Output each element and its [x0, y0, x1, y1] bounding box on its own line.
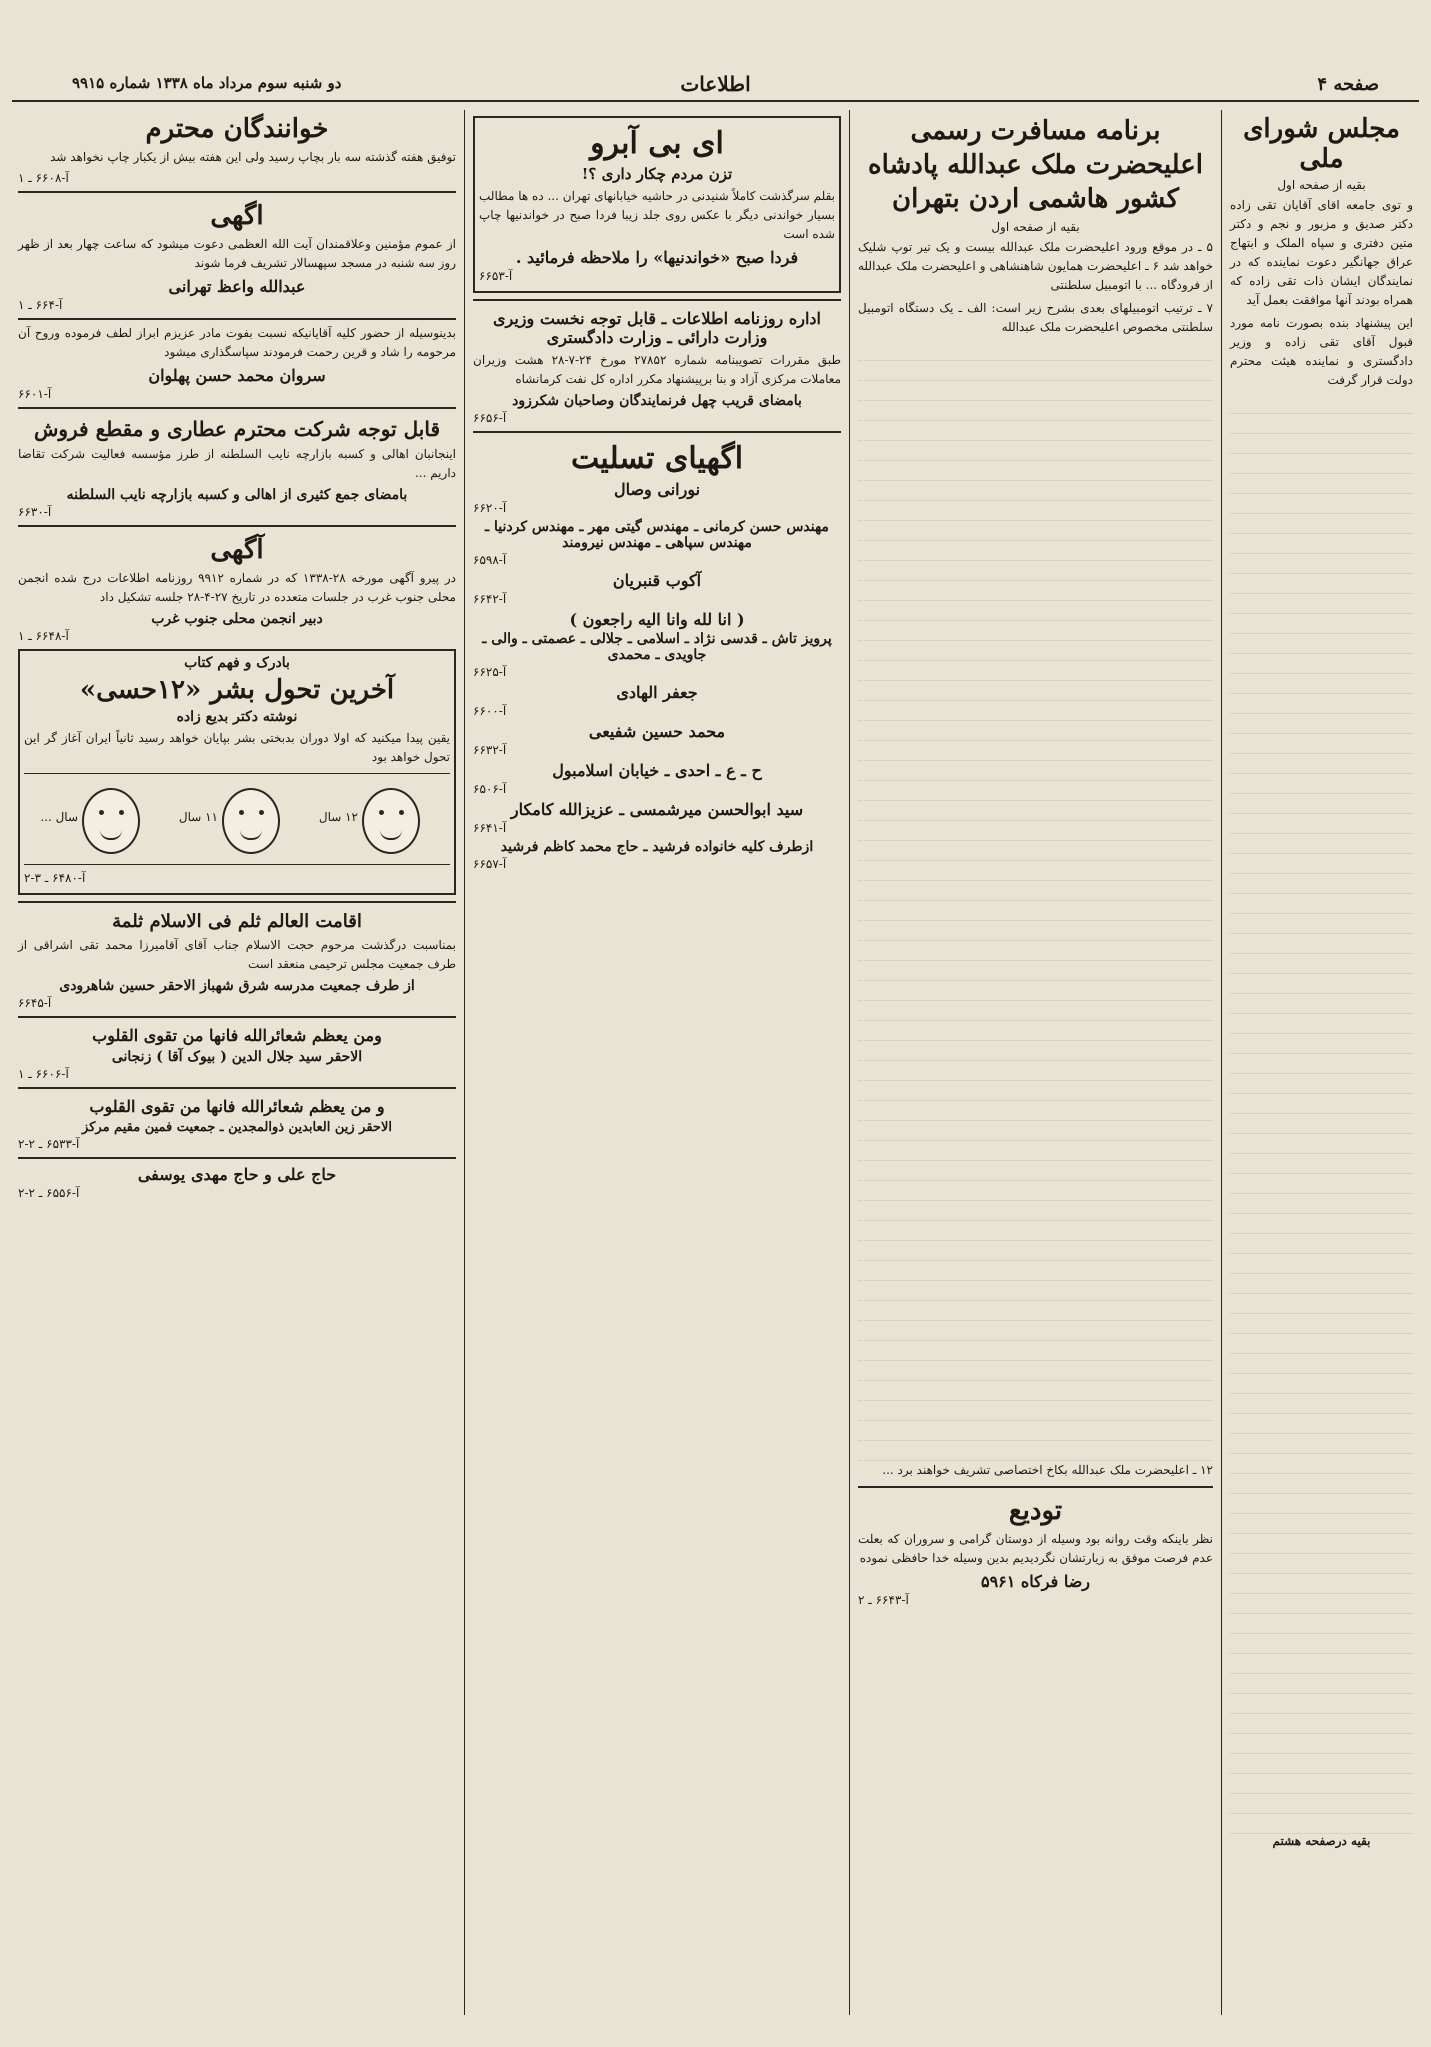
- notice-text: اینجانبان اهالی و کسبه بازارچه نایب السلطنه از طرز مؤسسه فعالیت شرکت تقاضا داریم ...: [18, 447, 456, 480]
- notice-signature: الاحقر سید جلال الدین ( بیوک آقا ) زنجانی: [111, 1049, 363, 1065]
- notice-title: آگهی: [210, 535, 264, 565]
- notice-title: اقامت العالم ثلم فی الاسلام ثلمة: [112, 911, 362, 932]
- condolence-code: آ-۶۶۳۲: [473, 743, 507, 757]
- ad-closing: فردا صبح «خواندنیها» را ملاحظه فرمائید .: [515, 248, 799, 267]
- ad-title: ای بی آبرو: [590, 126, 724, 161]
- paper-name: اطلاعات: [680, 72, 751, 96]
- notice-title: خوانندگان محترم: [145, 114, 329, 144]
- notice-signature: بامضای جمع کثیری از اهالی و کسبه بازارچه نایب السلطنه: [66, 487, 408, 503]
- column-majlis: [1224, 110, 1419, 2015]
- notice: [18, 1087, 456, 1151]
- condolence-signature: جعفر الهادی: [616, 683, 698, 702]
- condolence-code: آ-۶۶۲۵: [473, 665, 507, 679]
- newspaper-page: [12, 12, 1419, 2035]
- cartoon-label: سال ...: [40, 810, 78, 824]
- book-kicker: بادرک و فهم کتاب: [184, 655, 290, 671]
- column-visit-program: [852, 110, 1219, 2015]
- ad-title: اداره روزنامه اطلاعات ـ قابل توجه نخست وزیری وزارت دارائی ـ وزارت دادگستری: [493, 309, 821, 347]
- book-cartoon: [24, 773, 450, 865]
- page-number: صفحه ۴: [1317, 74, 1379, 95]
- condolence-code: آ-۶۵۰۶: [473, 782, 507, 796]
- column-notices: [12, 110, 462, 2015]
- notice-code: آ-۶۶۰۶ ـ ۱: [18, 1067, 69, 1081]
- notice-code: آ-۶۶۰۸ ـ ۱: [18, 171, 69, 185]
- visit-subtitle: بقیه از صفحه اول: [991, 220, 1080, 234]
- notice-code: آ-۶۶۰۱: [18, 387, 52, 401]
- face-illustration: [222, 788, 280, 854]
- visit-title: برنامه مسافرت رسمی اعلیحضرت ملک عبدالله پادشاه کشور هاشمی اردن بتهران: [867, 116, 1204, 214]
- ad-text: بقلم سرگذشت کاملاً شنیدنی در حاشیه خیابانهای تهران ... ده ها مطالب بسیار خواندنی دیگر با عکس روی جلد زیبا فردا صبح در خواندنیها چاپ شده است: [479, 189, 835, 241]
- notice-title: اگهی: [210, 201, 264, 231]
- notice-signature: الاحقر زین العابدین ذوالمجدین ـ جمعیت فمین مقیم مرکز: [82, 1120, 392, 1135]
- visit-text: ۵ ـ در موقع ورود اعلیحضرت ملک عبدالله بیست و یک تیر توپ شلیک خواهد شد ۶ ـ اعلیحضرت همایون شاهنشاهی و اعلیحضرت ملک عبدالله از فرودگاه ... با اتومبیل سلطنتی: [858, 240, 1214, 292]
- notice: [18, 407, 456, 519]
- farewell-text: نظر باینکه وقت روانه بود وسیله از دوستان گرامی و سروران که بعلت عدم فرصت موفق به زیارتشان نگردیدیم بدین وسیله خدا حافظی نموده: [858, 1532, 1213, 1565]
- article-body-lines: [1230, 394, 1413, 1834]
- notice: [18, 1016, 456, 1081]
- notice-signature: دبیر انجمن محلی جنوب غرب: [151, 611, 323, 627]
- notice-code: آ-۶۶۴۸ ـ ۱: [18, 629, 69, 643]
- book-ad: [18, 649, 456, 895]
- ad-code: آ-۶۶۵۳: [479, 269, 513, 283]
- masthead: [12, 60, 1419, 102]
- farewell-notice: [858, 1486, 1213, 1607]
- condolence-signature: ازطرف کلیه خانواده فرشید ـ حاج محمد کاظم فرشید: [500, 839, 814, 855]
- notice-signature: حاج علی و حاج مهدی یوسفی: [137, 1165, 337, 1184]
- condolence-heading: اگهیای تسلیت: [570, 441, 744, 476]
- visit-text-3: ۱۲ ـ اعلیحضرت ملک عبدالله بکاخ اختصاصی تشریف خواهند برد ...: [882, 1463, 1213, 1477]
- condolence-signature: ح ـ ع ـ احدی ـ خیابان اسلامبول: [552, 761, 762, 780]
- majlis-text-2: این پیشنهاد بنده بصورت نامه مورد قبول آقای تقی زاده و وزیر دادگستری و نماینده هیئت محترم دولت قرار گرفت: [1230, 316, 1413, 387]
- notice-code: آ-۶۶۳۰: [18, 505, 52, 519]
- book-code: آ-۶۴۸۰ ـ ۳-۲: [24, 871, 86, 885]
- condolence-code: آ-۶۶۴۱: [473, 821, 507, 835]
- condolence-signature: سید ابوالحسن میرشمسی ـ عزیزالله کامکار: [510, 800, 804, 819]
- notice-title: قابل توجه شرکت محترم عطاری و مقطع فروش: [33, 417, 441, 441]
- column-rule: [464, 110, 465, 2015]
- article-body-lines: [858, 341, 1213, 1461]
- notice-code: آ-۶۶۴۵: [18, 996, 52, 1010]
- notice: [18, 525, 456, 643]
- continued-note: بقیه درصفحه هشتم: [1272, 1834, 1371, 1848]
- ad-signature: بامضای قریب چهل فرنمایندگان وصاحبان شکرزود: [512, 393, 802, 409]
- notice-text: از عموم مؤمنین وعلاقمندان آیت الله العظمی دعوت میشود که ساعت چهار بعد از ظهر روز سه شنبه در مسجد سپهسالار تشریف فرما شوند: [18, 237, 457, 270]
- face-illustration: [362, 788, 420, 854]
- condolence-signature: نورانی وصال: [613, 480, 701, 499]
- notice: [18, 318, 456, 401]
- notice-title: و من یعظم شعائرالله فانها من تقوی القلوب: [89, 1097, 385, 1116]
- book-title: آخرین تحول بشر «۱۲حسی»: [79, 675, 395, 705]
- book-author: نوشته دکتر بدیع زاده: [176, 709, 298, 725]
- majlis-title: مجلس شورای ملی: [1243, 114, 1400, 174]
- ad-subtitle: تزن مردم چکار داری ؟!: [581, 165, 733, 183]
- condolence-code: آ-۶۶۵۷: [473, 857, 507, 871]
- column-rule: [849, 110, 850, 2015]
- notice-code: آ-۶۵۵۶ ـ ۲-۲: [18, 1186, 80, 1200]
- notice-text: بدینوسیله از حضور کلیه آقایانیکه نسبت بفوت مادر عزیزم ابراز لطف فرموده وروح آن مرحومه را شاد و قرین رحمت فرمودند سپاسگذاری میشود: [18, 326, 456, 359]
- notice-text: بمناسبت درگذشت مرحوم حجت الاسلام جناب آقای آقامیرزا محمد تقی اشراقی از طرف جمعیت مجلس ترحیمی منعقد است: [18, 938, 456, 971]
- condolence-signature: آکوب قنبریان: [612, 571, 702, 590]
- notice: [18, 901, 456, 1010]
- ad-code: آ-۶۶۵۶: [473, 411, 507, 425]
- column-ads-condolences: [467, 110, 847, 2015]
- condolence-code: آ-۶۶۲۰: [473, 501, 507, 515]
- condolence-title: ( انا لله وانا الیه راجعون ): [569, 610, 745, 629]
- farewell-title: توديع: [1008, 1496, 1063, 1526]
- condolence-code: آ-۶۶۴۲: [473, 592, 507, 606]
- condolence-signature: پرویز تاش ـ قدسی نژاد ـ اسلامی ـ جلالی ـ عصمتی ـ والی ـ جاویدی ـ محمدی: [482, 631, 832, 663]
- farewell-signature: رضا فرکاه ۵۹۶۱: [980, 1572, 1091, 1591]
- face-illustration: [82, 788, 140, 854]
- condolence-code: آ-۶۵۹۸: [473, 553, 507, 567]
- condolence-section: [473, 431, 841, 871]
- notice-text: توفیق هفته گذشته سه بار بچاپ رسید ولی این هفته بیش از یکبار چاپ نخواهد شد: [50, 150, 456, 164]
- condolence-signature: محمد حسین شفیعی: [588, 722, 726, 741]
- ad-petition: [473, 299, 841, 425]
- ad-text: طبق مقررات تصویبنامه شماره ۲۷۸۵۲ مورخ ۲۴-۷-۲۸ هشت وزیران معاملات مرکزی آزاد و بنا برپیشنهاد مکرر اداره کل نفت کرمانشاه: [473, 353, 841, 386]
- notice-code: آ-۶۵۳۳ ـ ۲-۲: [18, 1137, 80, 1151]
- notice-code: آ-۶۶۴ ـ ۱: [18, 298, 63, 312]
- condolence-code: آ-۶۶۰۰: [473, 704, 507, 718]
- notice-signature: عبدالله واعظ تهرانی: [168, 277, 306, 296]
- notice-title: ومن یعظم شعائرالله فانها من تقوی القلوب: [92, 1026, 382, 1045]
- notice: [18, 191, 456, 312]
- cartoon-label: ۱۱ سال: [178, 810, 218, 824]
- issue-date: دو شنبه سوم مرداد ماه ۱۳۳۸ شماره ۹۹۱۵: [72, 74, 342, 92]
- majlis-text: و توی جامعه اقای آقایان تقی زاده دکتر صدیق و مزبور و نجم و دکتر متین دفتری و سپاه الملک و ابتهاج عراق جهانگیر دعوت نماینده که در نمایندگان ایشان ذات تقی زاده که همراه بودند آنها موافقت بعمل آید: [1230, 198, 1413, 307]
- farewell-code: آ-۶۶۴۳ ـ ۲: [858, 1593, 909, 1607]
- notice-signature: از طرف جمعیت مدرسه شرق شهباز الاحقر حسین شاهرودی: [59, 978, 415, 994]
- column-rule: [1221, 110, 1222, 2015]
- notice: [18, 1157, 456, 1200]
- notice-signature: سروان محمد حسن پهلوان: [148, 366, 326, 385]
- visit-text-2: ۷ ـ ترتیب اتومبیلهای بعدی بشرح زیر است: الف ـ یک دستگاه اتومبیل سلطنتی مخصوص اعلیحضرت ملک عبدالله: [858, 301, 1213, 334]
- majlis-subtitle: بقیه از صفحه اول: [1277, 178, 1366, 192]
- notice-text: در پیرو آگهی مورخه ۲۸-۱۳۳۸ که در شماره ۹۹۱۲ روزنامه اطلاعات درج شده انجمن محلی جنوب غرب در جلسات متعدده در تاریخ ۲۷-۴-۲۸ جلسه تشکیل داد: [18, 571, 456, 604]
- ad-khandaniha: [473, 116, 841, 293]
- book-text: یقین پیدا میکنید که اولا دوران بدبختی بشر بپایان خواهد رسید ثانیاً ایران آغاز گر این تحول خواهد بود: [24, 731, 450, 764]
- cartoon-label: ۱۲ سال: [318, 810, 358, 824]
- condolence-signature: مهندس حسن کرمانی ـ مهندس گیتی مهر ـ مهندس کردنیا ـ مهندس سپاهی ـ مهندس نیرومند: [485, 519, 829, 551]
